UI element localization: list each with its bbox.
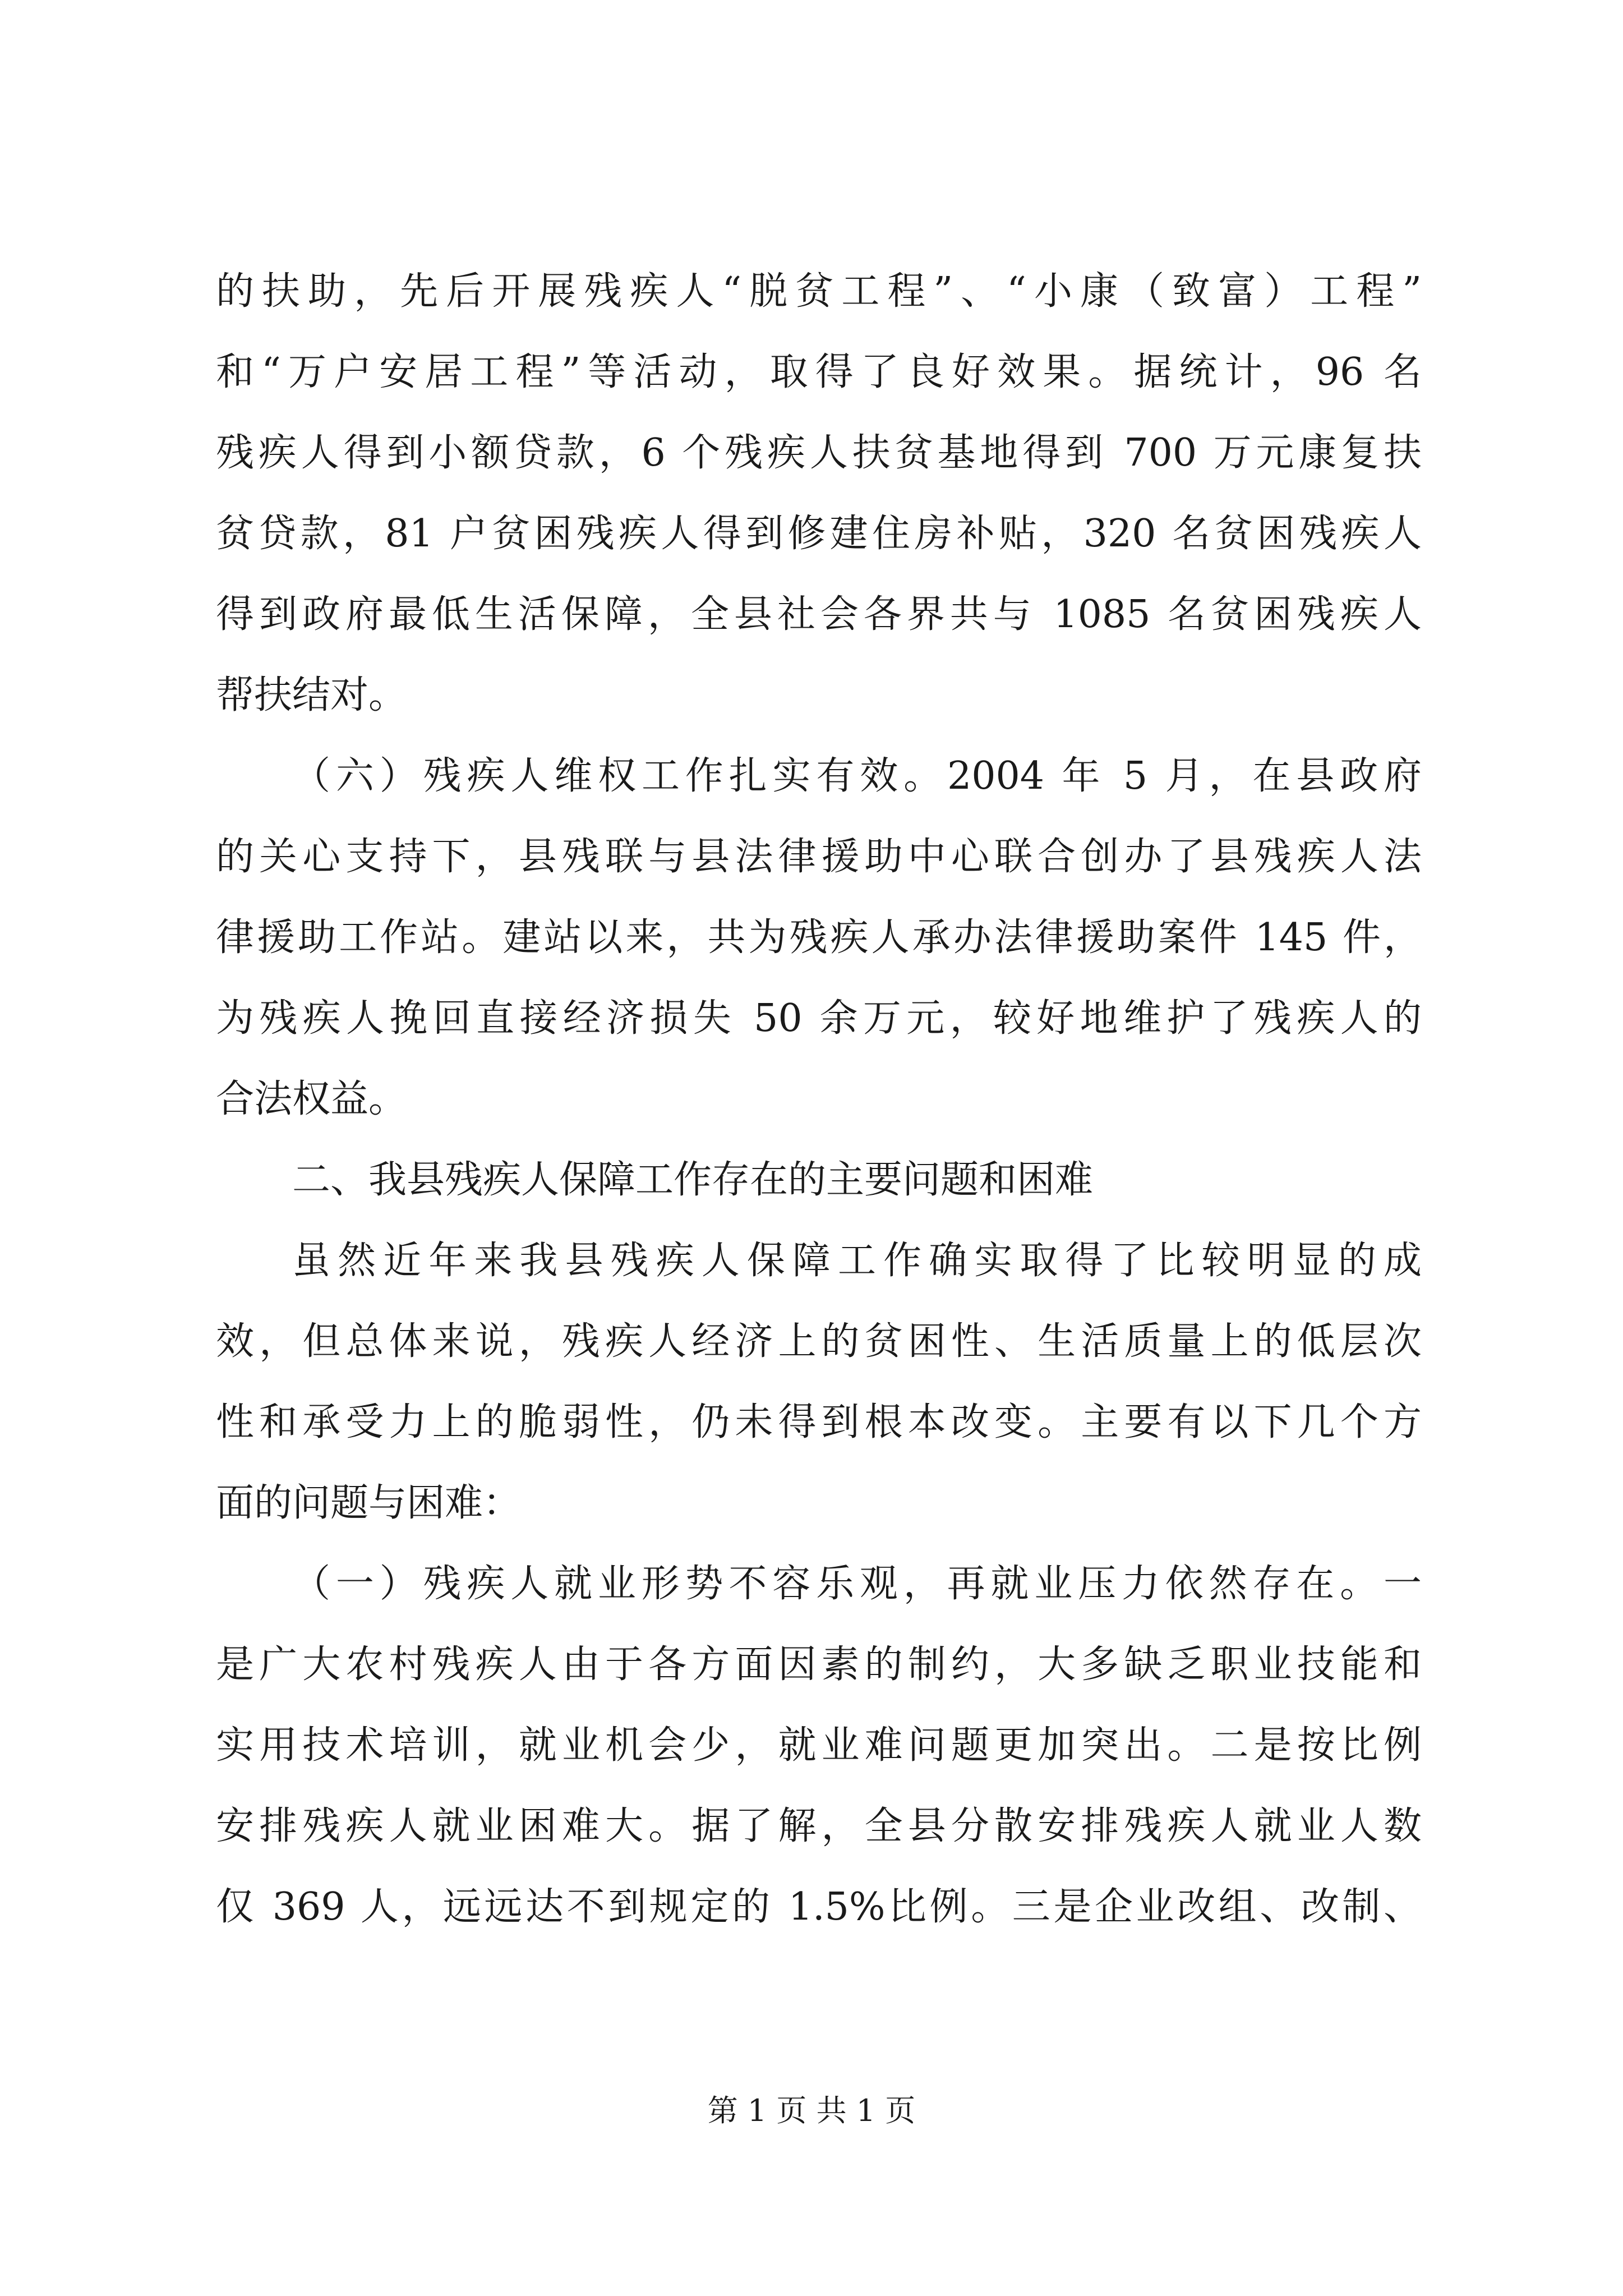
document-body (216, 251, 1422, 1948)
text-line: 残疾人得到小额贷款，6 个残疾人扶贫基地得到 700 万元康复扶 (216, 431, 1422, 475)
text-line: 为残疾人挽回直接经济损失 50 余万元，较好地维护了残疾人的 (216, 996, 1422, 1041)
text-line: 虽然近年来我县残疾人保障工作确实取得了比较明显的成 (292, 1239, 1422, 1283)
text-line: 是广大农村残疾人由于各方面因素的制约，大多缺乏职业技能和 (216, 1642, 1422, 1687)
text-line: 得到政府最低生活保障，全县社会各界共与 1085 名贫困残疾人 (216, 592, 1422, 637)
text-line: 律援助工作站。建站以来，共为残疾人承办法律援助案件 145 件， (216, 915, 1422, 960)
text-line: 性和承受力上的脆弱性，仍未得到根本改变。主要有以下几个方 (216, 1400, 1422, 1444)
page-number-label: 第 1 页 共 1 页 (707, 2093, 916, 2128)
text-line: 帮扶结对。 (216, 673, 407, 717)
text-line: （一）残疾人就业形势不容乐观，再就业压力依然存在。一 (292, 1562, 1422, 1606)
text-line: 和“万户安居工程”等活动，取得了良好效果。据统计，96 名 (216, 350, 1422, 394)
text-line: 仅 369 人，远远达不到规定的 1.5%比例。三是企业改组、改制、 (216, 1885, 1422, 1929)
section-heading-text: 二、我县残疾人保障工作存在的主要问题和困难 (292, 1158, 1094, 1202)
text-line: 效，但总体来说，残疾人经济上的贫困性、生活质量上的低层次 (216, 1319, 1422, 1364)
text-line: （六）残疾人维权工作扎实有效。2004 年 5 月，在县政府 (292, 754, 1422, 798)
text-line: 合法权益。 (216, 1077, 407, 1121)
page-footer (0, 2091, 1623, 2131)
text-line: 面的问题与困难： (216, 1481, 522, 1525)
text-line: 贫贷款，81 户贫困残疾人得到修建住房补贴，320 名贫困残疾人 (216, 512, 1422, 556)
text-line: 的扶助，先后开展残疾人“脱贫工程”、“小康（致富）工程” (216, 269, 1422, 314)
text-line: 实用技术培训，就业机会少，就业难问题更加突出。二是按比例 (216, 1723, 1422, 1768)
paragraph-rights-protection (216, 736, 1422, 1140)
paragraph-overview-problems (216, 1221, 1422, 1544)
text-line: 安排残疾人就业困难大。据了解，全县分散安排残疾人就业人数 (216, 1804, 1422, 1848)
paragraph-poverty-aid (216, 251, 1422, 736)
text-line: 的关心支持下，县残联与县法律援助中心联合创办了县残疾人法 (216, 835, 1422, 879)
section-heading (216, 1140, 1422, 1221)
paragraph-employment (216, 1544, 1422, 1948)
